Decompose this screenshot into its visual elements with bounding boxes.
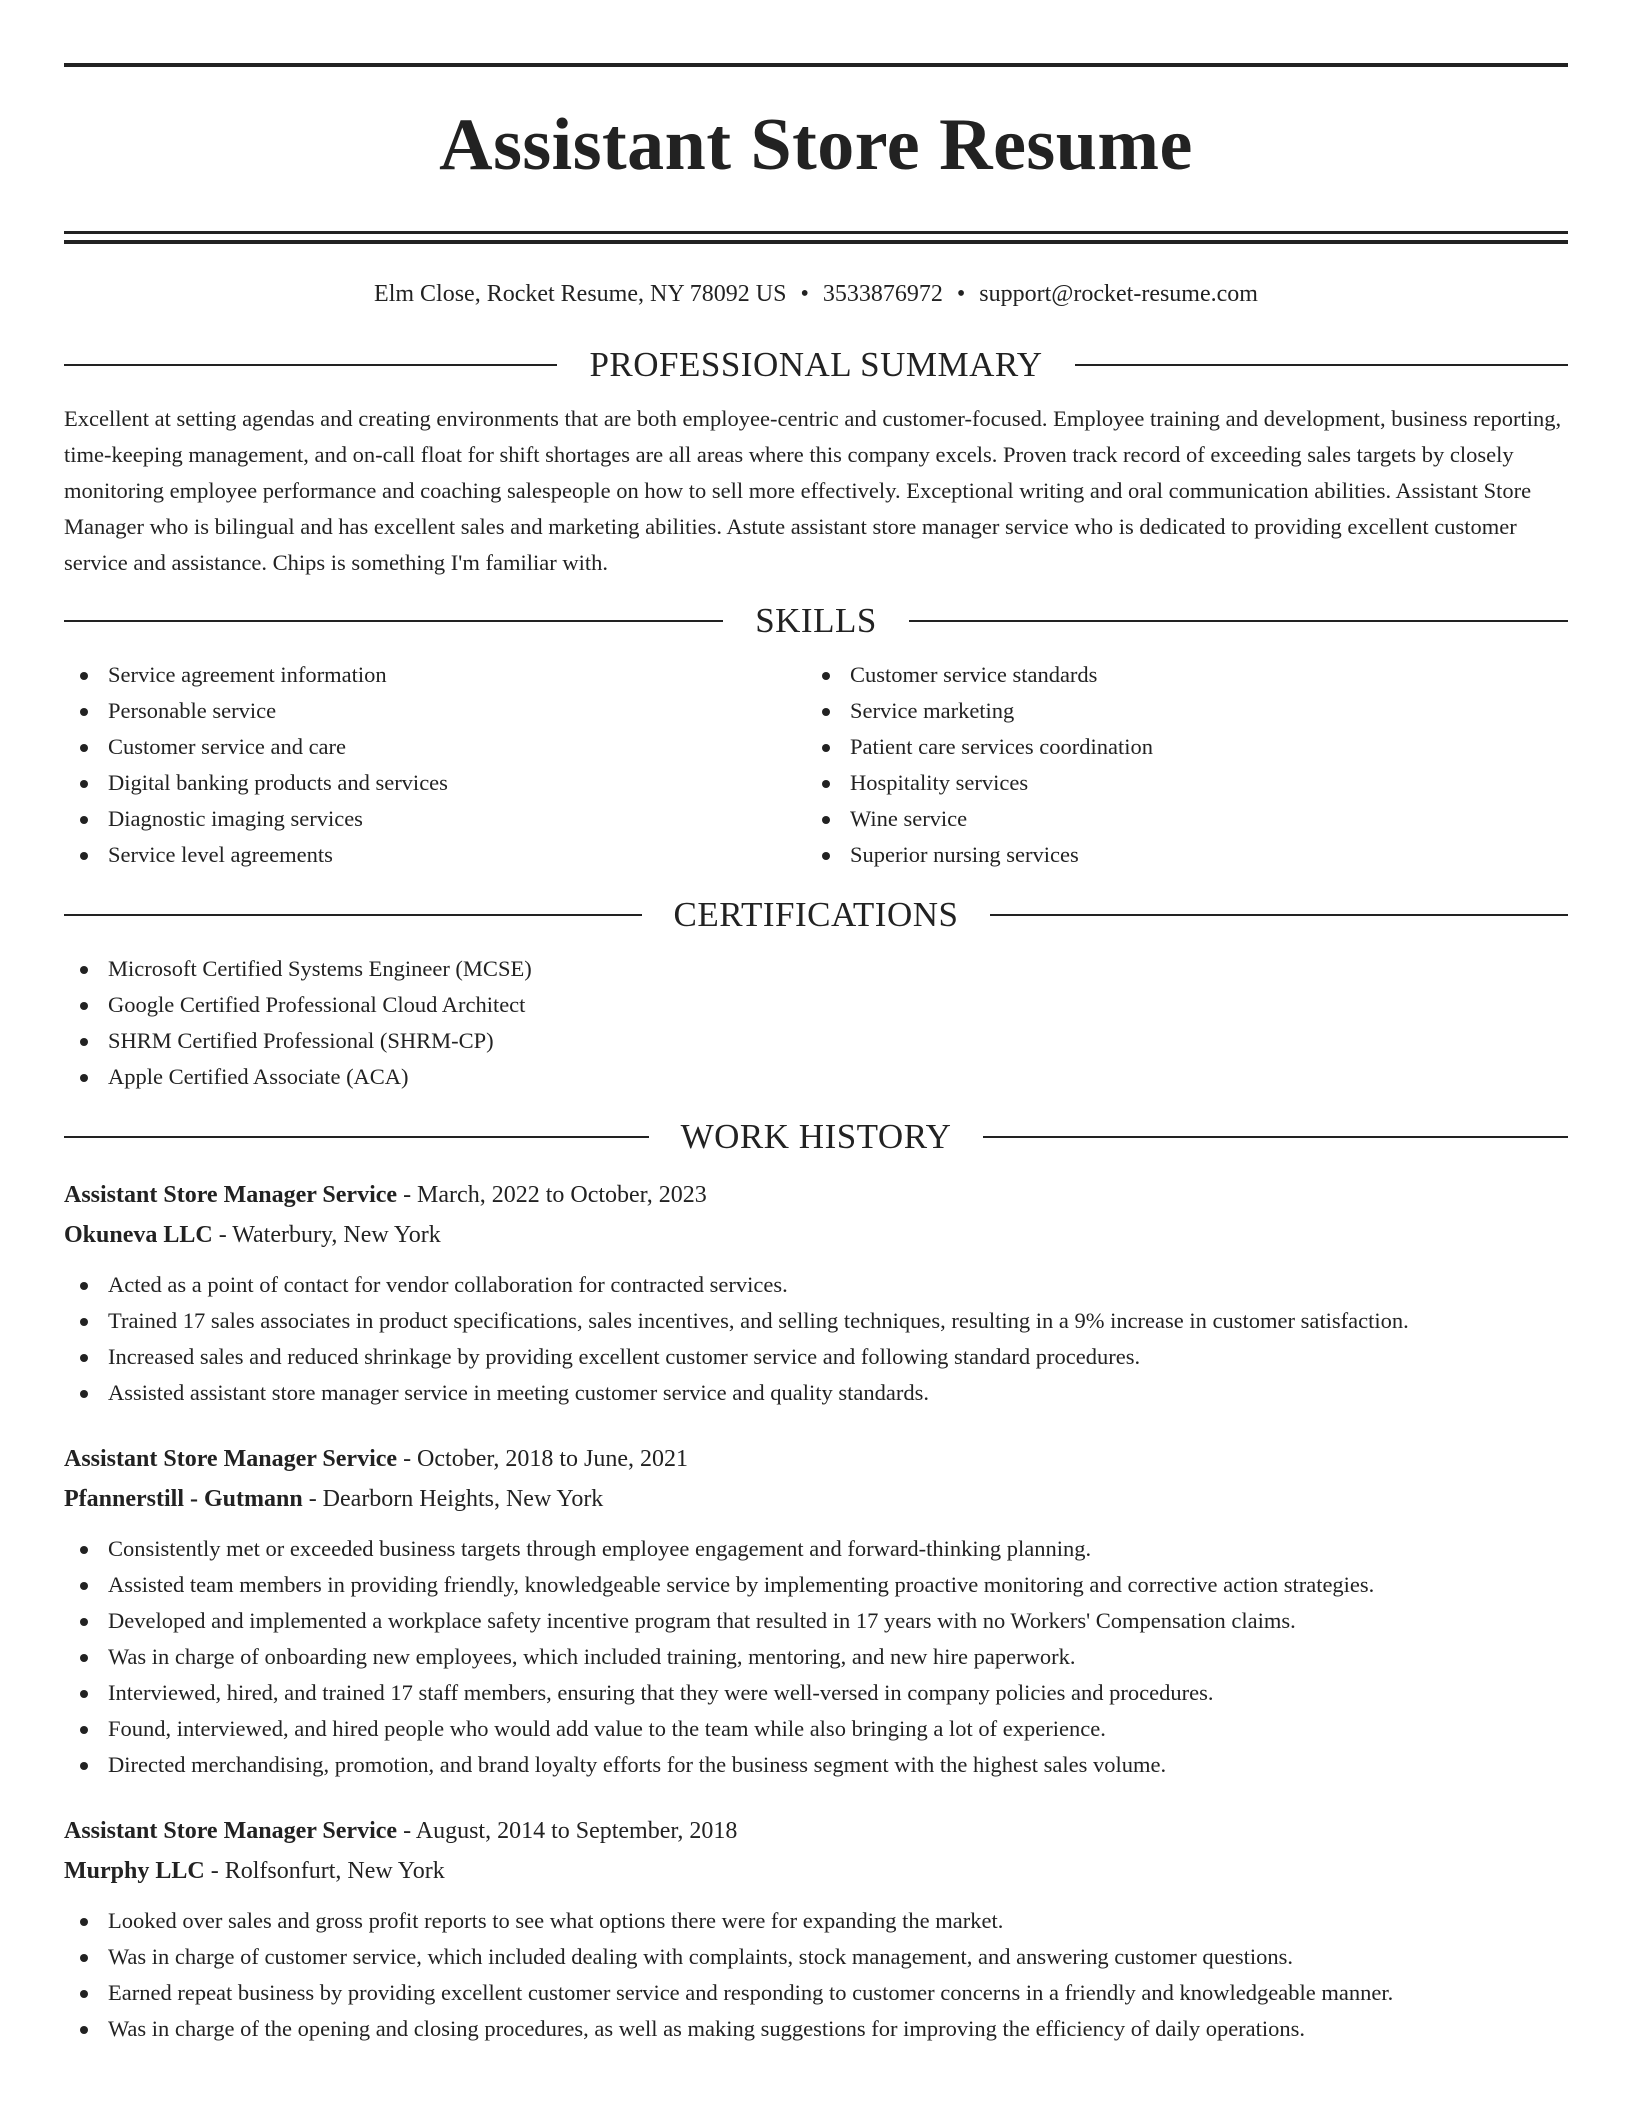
list-item: Customer service standards <box>806 657 1548 693</box>
list-item: Developed and implemented a workplace safety incentive program that resulted in 17 years with no Workers' Compensation claims. <box>64 1603 1568 1639</box>
list-item: Superior nursing services <box>806 837 1548 873</box>
list-item: Was in charge of the opening and closing procedures, as well as making suggestions for improving the efficiency of daily operations. <box>64 2011 1568 2047</box>
certifications-list <box>64 951 1568 1095</box>
section-title: CERTIFICATIONS <box>673 895 959 934</box>
list-item: Service level agreements <box>64 837 806 873</box>
section-title: PROFESSIONAL SUMMARY <box>589 345 1043 384</box>
list-item: Interviewed, hired, and trained 17 staff members, ensuring that they were well-versed in company policies and procedures. <box>64 1675 1568 1711</box>
job-company-line <box>64 1215 1568 1255</box>
list-item: Was in charge of onboarding new employees, which included training, mentoring, and new hire paperwork. <box>64 1639 1568 1675</box>
list-item: Trained 17 sales associates in product specifications, sales incentives, and selling techniques, resulting in a 9% increase in customer satisfaction. <box>64 1303 1568 1339</box>
contact-address: Elm Close, Rocket Resume, NY 78092 US <box>374 281 787 307</box>
list-item: Directed merchandising, promotion, and brand loyalty efforts for the business segment with the highest sales volume. <box>64 1747 1568 1783</box>
contact-phone: 3533876972 <box>822 281 943 307</box>
job-company-line <box>64 1479 1568 1519</box>
list-item: Service marketing <box>806 693 1548 729</box>
list-item: Diagnostic imaging services <box>64 801 806 837</box>
list-item: Digital banking products and services <box>64 765 806 801</box>
job-entry <box>64 1175 1568 1411</box>
list-item: Apple Certified Associate (ACA) <box>64 1059 1568 1095</box>
job-bullets <box>64 1267 1568 1411</box>
job-bullets <box>64 1531 1568 1783</box>
list-item: Customer service and care <box>64 729 806 765</box>
list-item: Service agreement information <box>64 657 806 693</box>
job-title: Assistant Store Manager Service <box>64 1446 398 1472</box>
list-item: Wine service <box>806 801 1548 837</box>
list-item: Increased sales and reduced shrinkage by providing excellent customer service and following standard procedures. <box>64 1339 1568 1375</box>
list-item: Patient care services coordination <box>806 729 1548 765</box>
resume-page <box>64 0 1568 2047</box>
resume-title: Assistant Store Resume <box>439 104 1193 186</box>
job-company: Murphy LLC <box>64 1858 205 1884</box>
list-item: Personable service <box>64 693 806 729</box>
section-heading-summary <box>64 343 1568 387</box>
job-location: - Waterbury, New York <box>212 1222 441 1248</box>
job-title-line <box>64 1439 1568 1479</box>
job-company: Okuneva LLC <box>64 1222 213 1248</box>
skills-grid <box>64 657 1568 873</box>
job-company-line <box>64 1851 1568 1891</box>
list-item: SHRM Certified Professional (SHRM-CP) <box>64 1023 1568 1059</box>
section-heading-skills <box>64 599 1568 643</box>
list-item: Was in charge of customer service, which included dealing with complaints, stock management, and answering customer questions. <box>64 1939 1568 1975</box>
list-item: Assisted assistant store manager service in meeting customer service and quality standards. <box>64 1375 1568 1411</box>
section-heading-work-history <box>64 1115 1568 1159</box>
skills-list-left <box>64 657 806 873</box>
job-location: - Rolfsonfurt, New York <box>204 1858 445 1884</box>
top-rule <box>64 63 1568 67</box>
list-item: Microsoft Certified Systems Engineer (MCSE) <box>64 951 1568 987</box>
list-item: Assisted team members in providing friendly, knowledgeable service by implementing proactive monitoring and corrective action strategies. <box>64 1567 1568 1603</box>
job-dates: - October, 2018 to June, 2021 <box>397 1446 689 1472</box>
contact-line <box>64 279 1568 309</box>
title-double-rule <box>64 231 1568 244</box>
list-item: Hospitality services <box>806 765 1548 801</box>
job-bullets <box>64 1903 1568 2047</box>
job-title: Assistant Store Manager Service <box>64 1182 398 1208</box>
job-entry <box>64 1811 1568 2047</box>
job-title-line <box>64 1811 1568 1851</box>
contact-separator: • <box>800 281 809 307</box>
contact-email: support@rocket-resume.com <box>979 281 1258 307</box>
section-title: WORK HISTORY <box>680 1117 952 1156</box>
section-heading-certifications <box>64 893 1568 937</box>
list-item: Consistently met or exceeded business targets through employee engagement and forward-thinking planning. <box>64 1531 1568 1567</box>
job-company: Pfannerstill - Gutmann <box>64 1486 303 1512</box>
job-title-line <box>64 1175 1568 1215</box>
job-title: Assistant Store Manager Service <box>64 1818 398 1844</box>
section-title: SKILLS <box>755 601 877 640</box>
list-item: Acted as a point of contact for vendor collaboration for contracted services. <box>64 1267 1568 1303</box>
job-dates: - March, 2022 to October, 2023 <box>397 1182 707 1208</box>
list-item: Found, interviewed, and hired people who would add value to the team while also bringing a lot of experience. <box>64 1711 1568 1747</box>
summary-text: Excellent at setting agendas and creating environments that are both employee-centric and customer-focused. Employee training and development, business reporting, time-keeping management, and on-call float for shift shortages are all areas where this company excels. Proven track record of exceeding sales targets by closely monitoring employee performance and coaching salespeople on how to sell more effectively. Exceptional writing and oral communication abilities. Assistant Store Manager who is bilingual and has excellent sales and marketing abilities. Astute assistant store manager service who is dedicated to providing excellent customer service and assistance. Chips is something I'm familiar with. <box>64 406 1562 575</box>
list-item: Google Certified Professional Cloud Architect <box>64 987 1568 1023</box>
list-item: Earned repeat business by providing excellent customer service and responding to customer concerns in a friendly and knowledgeable manner. <box>64 1975 1568 2011</box>
contact-separator: • <box>956 281 966 307</box>
job-entry <box>64 1439 1568 1783</box>
list-item: Looked over sales and gross profit reports to see what options there were for expanding the market. <box>64 1903 1568 1939</box>
job-location: - Dearborn Heights, New York <box>302 1486 604 1512</box>
skills-list-right <box>806 657 1548 873</box>
job-dates: - August, 2014 to September, 2018 <box>397 1818 738 1844</box>
